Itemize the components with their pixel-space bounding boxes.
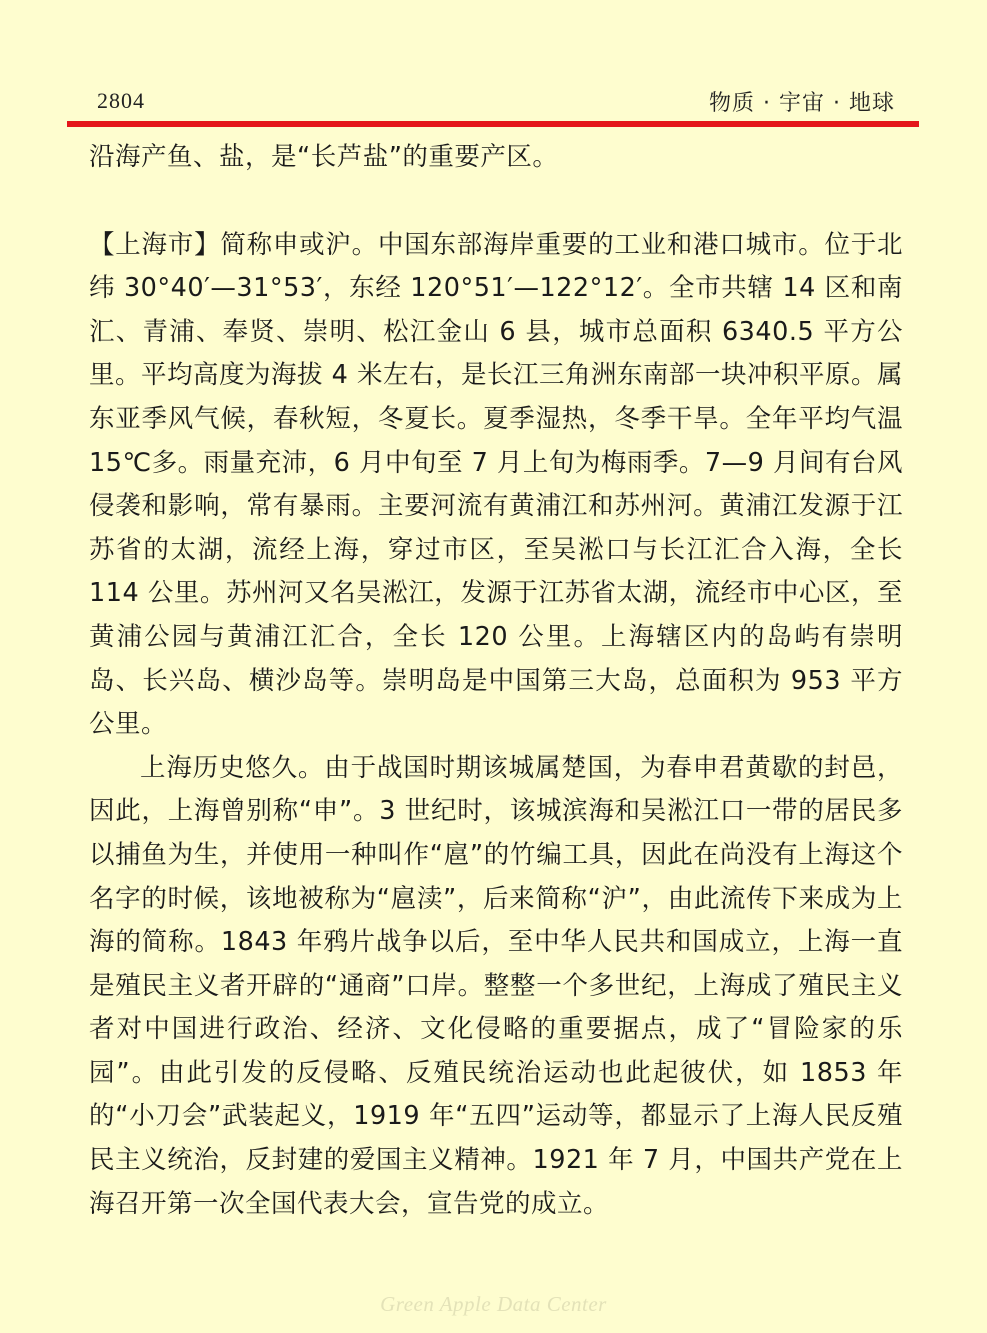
continuation-paragraph: 沿海产鱼、盐，是“长芦盐”的重要产区。	[89, 142, 559, 172]
watermark: Green Apple Data Center	[380, 1292, 607, 1316]
header-rule	[67, 121, 919, 127]
entry-paragraph	[89, 224, 903, 747]
entry-paragraph-text: 简称申或沪。中国东部海岸重要的工业和港口城市。位于北纬 30°40′—31°53′，东经 120°51′—122°12′。全市共辖 14 区和南汇、青浦、奉贤、崇明、松江金山 6 县，城市总面积 6340.5 平方公里。平均高度为海拔 4 米左右，是长江三角洲东南部一块冲积平原。属东亚季风气候，春秋短，冬夏长。夏季湿热，冬季干旱。全年平均气温 15℃多。雨量充沛，6 月中旬至 7 月上旬为梅雨季。7—9 月间有台风侵袭和影响，常有暴雨。主要河流有黄浦江和苏州河。黄浦江发源于江苏省的太湖，流经上海，穿过市区，至吴淞口与长江汇合入海，全长 114 公里。苏州河又名吴淞江，发源于江苏省太湖，流经市中心区，至黄浦公园与黄浦江汇合，全长 120 公里。上海辖区内的岛屿有崇明岛、长兴岛、横沙岛等。崇明岛是中国第三大岛，总面积为 953 平方公里。	[89, 229, 903, 740]
entry-headword: 【上海市】	[89, 229, 221, 260]
history-paragraph: 上海历史悠久。由于战国时期该城属楚国，为春申君黄歇的封邑，因此，上海曾别称“申”。3 世纪时，该城滨海和吴淞江口一带的居民多以捕鱼为生，并使用一种叫作“扈”的竹编工具，因此在尚没有上海这个名字的时候，该地被称为“扈渎”，后来简称“沪”，由此流传下来成为上海的简称。1843 年鸦片战争以后，至中华人民共和国成立，上海一直是殖民主义者开辟的“通商”口岸。整整一个多世纪，上海成了殖民主义者对中国进行政治、经济、文化侵略的重要据点，成了“冒险家的乐园”。由此引发的反侵略、反殖民统治运动也此起彼伏，如 1853 年的“小刀会”武装起义，1919 年“五四”运动等，都显示了上海人民反殖民主义统治，反封建的爱国主义精神。1921 年 7 月，中国共产党在上海召开第一次全国代表大会，宣告党的成立。	[89, 752, 903, 1219]
paragraph-gap	[89, 180, 903, 224]
page-number: 2804	[97, 88, 145, 113]
body-text	[89, 136, 903, 1226]
running-head: 物质 · 宇宙 · 地球	[709, 91, 895, 116]
